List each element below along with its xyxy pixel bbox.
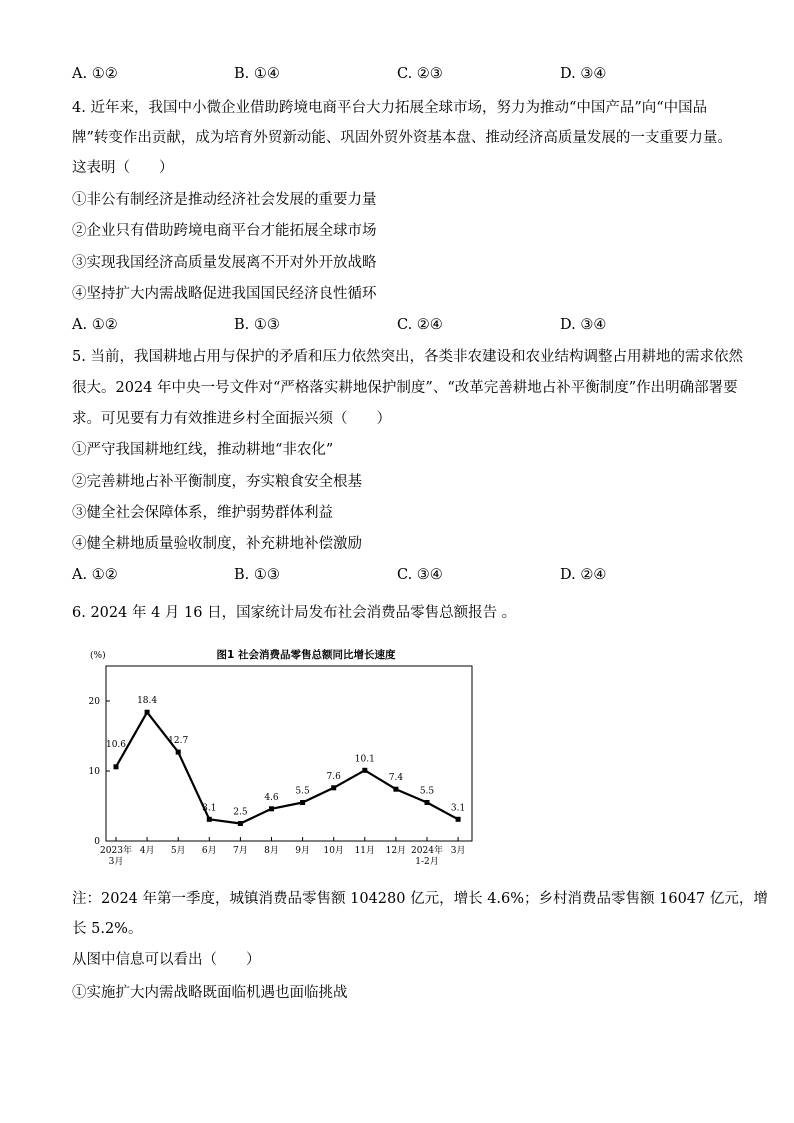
x-tick-label: 3月 <box>450 846 466 856</box>
q4-stem-line-3: 这表明（ ） <box>72 160 174 176</box>
q5-option-b[interactable]: B. ①③ <box>234 567 280 583</box>
data-point <box>425 800 430 805</box>
q4-stem-line-2: 牌”转变作出贡献，成为培育外贸新动能、巩固外贸外资基本盘、推动经济高质量发展的一支重要力量。 <box>72 130 732 146</box>
y-tick-label: 10 <box>88 767 100 777</box>
chart-title: 图1 社会消费品零售总额同比增长速度 <box>216 649 396 661</box>
q6-question: 从图中信息可以看出（ ） <box>72 952 261 968</box>
y-tick-label: 20 <box>88 697 100 707</box>
q6-stem: 6. 2024 年 4 月 16 日，国家统计局发布社会消费品零售总额报告 。 <box>72 605 517 621</box>
data-label: 3.1 <box>450 803 466 814</box>
q5-options <box>72 565 732 585</box>
q6-note-line-2: 长 5.2%。 <box>72 921 143 937</box>
x-tick-label: 1-2月 <box>415 857 439 867</box>
q5-item-4: ④健全耕地质量验收制度，补充耕地补偿激励 <box>72 536 362 552</box>
x-tick-label: 8月 <box>264 846 279 856</box>
q4-item-2: ②企业只有借助跨境电商平台才能拓展全球市场 <box>72 223 377 239</box>
data-label: 5.5 <box>419 786 435 797</box>
x-tick-label: 7月 <box>233 846 248 856</box>
data-point <box>362 768 367 773</box>
q4-item-1: ①非公有制经济是推动经济社会发展的重要力量 <box>72 192 377 208</box>
x-tick-label: 4月 <box>139 846 155 856</box>
q3-option-b[interactable]: B. ①④ <box>234 66 280 82</box>
q4-option-a[interactable]: A. ①② <box>72 317 118 333</box>
q5-stem-line-3: 求。可见要有力有效推进乡村全面振兴须（ ） <box>72 411 391 427</box>
x-tick-label: 10月 <box>323 846 344 856</box>
data-label: 18.4 <box>137 696 158 707</box>
q3-option-a[interactable]: A. ①② <box>72 66 118 82</box>
y-tick-label: 0 <box>94 837 100 847</box>
x-tick-label: 11月 <box>354 846 376 856</box>
q3-option-c[interactable]: C. ②③ <box>397 66 443 82</box>
q5-stem-line-2: 很大。2024 年中央一号文件对“严格落实耕地保护制度”、“改革完善耕地占补平衡制度”作出明确部署要 <box>72 380 738 396</box>
q5-item-2: ②完善耕地占补平衡制度，夯实粮食安全根基 <box>72 474 362 490</box>
data-point <box>176 750 181 755</box>
x-tick-label: 12月 <box>385 846 407 856</box>
x-tick-label: 2023年 <box>100 846 132 856</box>
chart-svg <box>84 640 476 872</box>
q4-options <box>72 315 732 335</box>
data-points <box>114 710 461 826</box>
data-label: 5.5 <box>295 786 310 797</box>
series-line <box>116 712 458 823</box>
y-axis <box>89 697 110 847</box>
data-labels <box>106 696 465 817</box>
q4-option-d[interactable]: D. ③④ <box>560 317 607 333</box>
data-point <box>114 764 119 769</box>
q5-option-d[interactable]: D. ②④ <box>560 567 607 583</box>
data-label: 4.6 <box>264 792 279 803</box>
q4-stem-line-1: 4. 近年来，我国中小微企业借助跨境电商平台大力拓展全球市场，努力为推动“中国产品”向“中国品 <box>72 100 708 116</box>
q5-option-c[interactable]: C. ③④ <box>397 567 443 583</box>
x-tick-label: 6月 <box>201 846 217 856</box>
x-tick-label: 5月 <box>170 846 186 856</box>
data-label: 7.6 <box>326 771 341 782</box>
data-label: 10.6 <box>105 739 127 750</box>
data-point <box>331 785 336 790</box>
q5-option-a[interactable]: A. ①② <box>72 567 118 583</box>
q3-option-d[interactable]: D. ③④ <box>560 66 607 82</box>
data-point <box>269 806 274 811</box>
q4-option-b[interactable]: B. ①③ <box>234 317 280 333</box>
data-point <box>456 817 461 822</box>
q5-stem-line-1: 5. 当前，我国耕地占用与保护的矛盾和压力依然突出，各类非农建设和农业结构调整占用耕地的需求依然 <box>72 349 743 365</box>
data-point <box>393 787 398 792</box>
q5-item-1: ①严守我国耕地红线，推动耕地“非农化” <box>72 442 334 458</box>
chart-frame <box>106 666 472 841</box>
q4-item-3: ③实现我国经济高质量发展离不开对外开放战略 <box>72 255 377 271</box>
q6-item-1: ①实施扩大内需战略既面临机遇也面临挑战 <box>72 985 348 1001</box>
data-label: 3.1 <box>202 803 217 814</box>
data-label: 12.7 <box>168 736 189 747</box>
x-tick-label: 9月 <box>295 846 310 856</box>
data-label: 7.4 <box>388 773 404 784</box>
x-tick-label: 3月 <box>108 857 124 867</box>
data-point <box>238 821 243 826</box>
data-label: 2.5 <box>233 807 248 818</box>
q4-item-4: ④坚持扩大内需战略促进我国国民经济良性循环 <box>72 286 377 302</box>
data-label: 10.1 <box>354 754 375 765</box>
chart-y-axis-label: (%) <box>90 651 106 661</box>
q6-note-line-1: 注：2024 年第一季度，城镇消费品零售额 104280 亿元，增长 4.6%；乡村消费品零售额 16047 亿元，增 <box>72 891 768 907</box>
data-point <box>145 710 150 715</box>
q5-item-3: ③健全社会保障体系，维护弱势群体利益 <box>72 505 333 521</box>
q4-option-c[interactable]: C. ②④ <box>397 317 443 333</box>
data-point <box>207 817 212 822</box>
data-point <box>300 800 305 805</box>
x-tick-label: 2024年 <box>411 846 443 856</box>
q3-options <box>72 64 732 84</box>
retail-sales-growth-chart <box>84 640 476 872</box>
